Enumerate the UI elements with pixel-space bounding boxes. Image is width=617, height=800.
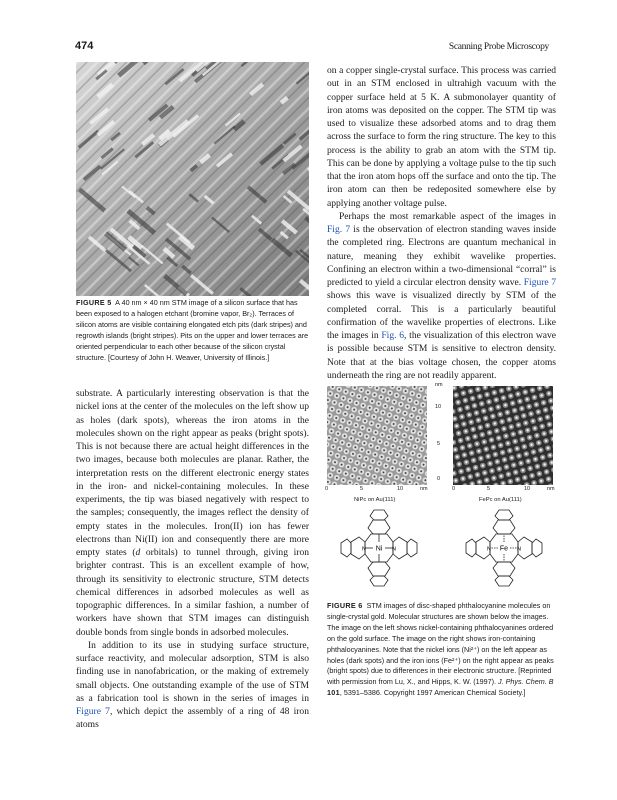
text-run: In addition to its use in studying surface structure, surface reactivity, and molecular adsorption, STM is also finding use in nanofabrication, or the making of extremely small objects. One outstanding example of the use of STM as a fabrication tool is shown in the series of images in bbox=[76, 639, 309, 704]
stm-silicon-surface-image bbox=[76, 62, 309, 296]
y-tick: 5 bbox=[437, 441, 441, 447]
x-tick: 5 bbox=[360, 486, 364, 492]
paragraph bbox=[76, 387, 309, 639]
text-run: , which depict the assembly of a ring of 48 iron atoms bbox=[76, 706, 309, 731]
figure-6-caption-end: , 5391–5386. Copyright 1997 American Chemical Society.] bbox=[339, 688, 526, 698]
paragraph bbox=[327, 210, 556, 382]
figure-5-caption bbox=[76, 298, 309, 363]
fepc-label: FePc on Au(111) bbox=[479, 497, 522, 503]
figure-6-caption-text: STM images of disc-shaped phthalocyanine molecules on single-crystal gold. Molecular structures are shown below the images. The image on the left shows nickel-containing phthalocyanines ordered on the gold surface. The image on the right shows iron-containing phthalocyanines. Note that the nickel ions (Ni²⁺) on the left appear as holes (dark spots) and the iron ions (Fe²⁺) on the right appear as peaks (bright spots) due to differences in their electronic structure. [Reprinted with permission from Lu, X., and Hipps, K. W. (1997). bbox=[327, 601, 554, 687]
italic-run: d bbox=[135, 547, 141, 558]
x-tick: 5 bbox=[487, 486, 491, 492]
text-run: is the observation of electron standing waves inside the completed ring. Electrons are quantum mechanical in nature, meaning they exhibit wavelike properties. Confining an electron within a two-dimensional “corral” is predicted to yield a circular electron density wave. bbox=[327, 224, 556, 288]
text-run: shows this wave is visualized directly by STM of the completed corral. This is a particularly beautiful confirmation of the wavelike properties of electrons. Like the images in bbox=[327, 290, 556, 341]
figure-5-label: FIGURE 5 bbox=[76, 298, 112, 307]
y-axis-unit: nm bbox=[435, 382, 443, 388]
text-run: orbitals) to tunnel through, giving iron brighter contrast. This is an excellent example of how, through its sensitivity to electronic structure, STM detects chemical differences in adsorbed molecules as well as topographic differences. In a similar fashion, a number of workers have shown that STM images can distinguish double bonds from single bonds in adsorbed molecules. bbox=[76, 547, 309, 638]
n-atom-label: N bbox=[487, 546, 491, 553]
left-column-text bbox=[76, 387, 309, 732]
x-tick: 0 bbox=[325, 486, 329, 492]
figure-6 bbox=[324, 380, 556, 590]
text-run: Perhaps the most remarkable aspect of the images in bbox=[339, 210, 556, 222]
text-run: , the visualization of this electron wave is possible because STM is sensitive to electron density. Note that at the bias voltage chosen, the copper atoms underneath the ring are not readily apparent. bbox=[327, 330, 556, 381]
fig-7-link[interactable]: Fig. 7 bbox=[327, 224, 351, 235]
y-tick: 0 bbox=[437, 476, 441, 482]
y-tick: 10 bbox=[435, 404, 442, 410]
figure-6-label: FIGURE 6 bbox=[327, 601, 363, 610]
fepc-stm-image bbox=[453, 386, 553, 485]
figure-6-stm-images bbox=[324, 380, 556, 485]
fe-atom-label: Fe bbox=[499, 545, 509, 553]
phthalocyanine-structures bbox=[324, 508, 556, 588]
x-tick: 10 bbox=[397, 486, 404, 492]
running-head: Scanning Probe Microscopy bbox=[448, 42, 549, 52]
figure-7-link[interactable]: Figure 7 bbox=[76, 706, 110, 717]
page-number: 474 bbox=[75, 40, 94, 52]
x-unit: nm bbox=[420, 486, 428, 492]
figure-7-link[interactable]: Figure 7 bbox=[523, 277, 556, 288]
figure-6-caption bbox=[327, 601, 556, 699]
right-column-text bbox=[327, 64, 556, 382]
x-tick: 0 bbox=[452, 486, 456, 492]
text-run: substrate. A particularly interesting observation is that the nickel ions at the center of the molecules on the left show up as holes (dark spots), whereas the iron atoms in the molecules shown on the right appear as peaks (bright spots). This is not because there are actual height differences in the two images, because both molecules are planar. Rather, the interpretation rests on the different electronic energy states in the iron- and nickel-containing molecules. In these experiments, the tip was biased negatively with respect to the samples; consequently, the images reflect the density of empty states in the molecules. Iron(II) ion has fewer electrons than Ni(II) ion and consequently there are more empty states ( bbox=[76, 388, 309, 558]
ni-atom-label: Ni bbox=[375, 545, 383, 553]
figure-5-caption-text: A 40 nm × 40 nm STM image of a silicon surface that has been exposed to a halogen etchant (bromine vapor, Br₂). Terraces of silicon atoms are visible containing elongated etch pits (dark stripes) and regrowth islands (bright stripes). Pits on the upper and lower terraces are oriented perpendicular to each other because of the silicon crystal structure. [Courtesy of John H. Weaver, University of Illinois.] bbox=[76, 298, 309, 362]
n-atom-label: N bbox=[517, 546, 521, 553]
x-unit: nm bbox=[547, 486, 555, 492]
n-atom-label: N bbox=[392, 546, 396, 553]
n-atom-label: N bbox=[362, 546, 366, 553]
journal-name: J. Phys. Chem. B bbox=[497, 677, 554, 687]
nipc-label: NiPc on Au(111) bbox=[354, 497, 396, 503]
nipc-stm-image bbox=[327, 386, 427, 485]
x-tick: 10 bbox=[524, 486, 531, 492]
figure-5-image bbox=[76, 62, 309, 296]
paragraph bbox=[76, 639, 309, 732]
fig-6-link[interactable]: Fig. 6 bbox=[381, 330, 405, 341]
journal-volume: 101 bbox=[327, 688, 340, 698]
paragraph: on a copper single-crystal surface. This process was carried out in an STM enclosed in ultrahigh vacuum with the copper surface held at 5 K. A submonolayer quantity of iron atoms was deposited on the copper. The STM tip was used to visualize these adsorbed atoms and to drag them across the surface to form the ring structure. The key to this process is the ability to grab an atom with the STM tip. This can be done by applying a voltage pulse to the tip such that the iron atom hops off the surface and onto the tip. The iron atom can then be redeposited somewhere else by applying another voltage pulse. bbox=[327, 65, 556, 209]
